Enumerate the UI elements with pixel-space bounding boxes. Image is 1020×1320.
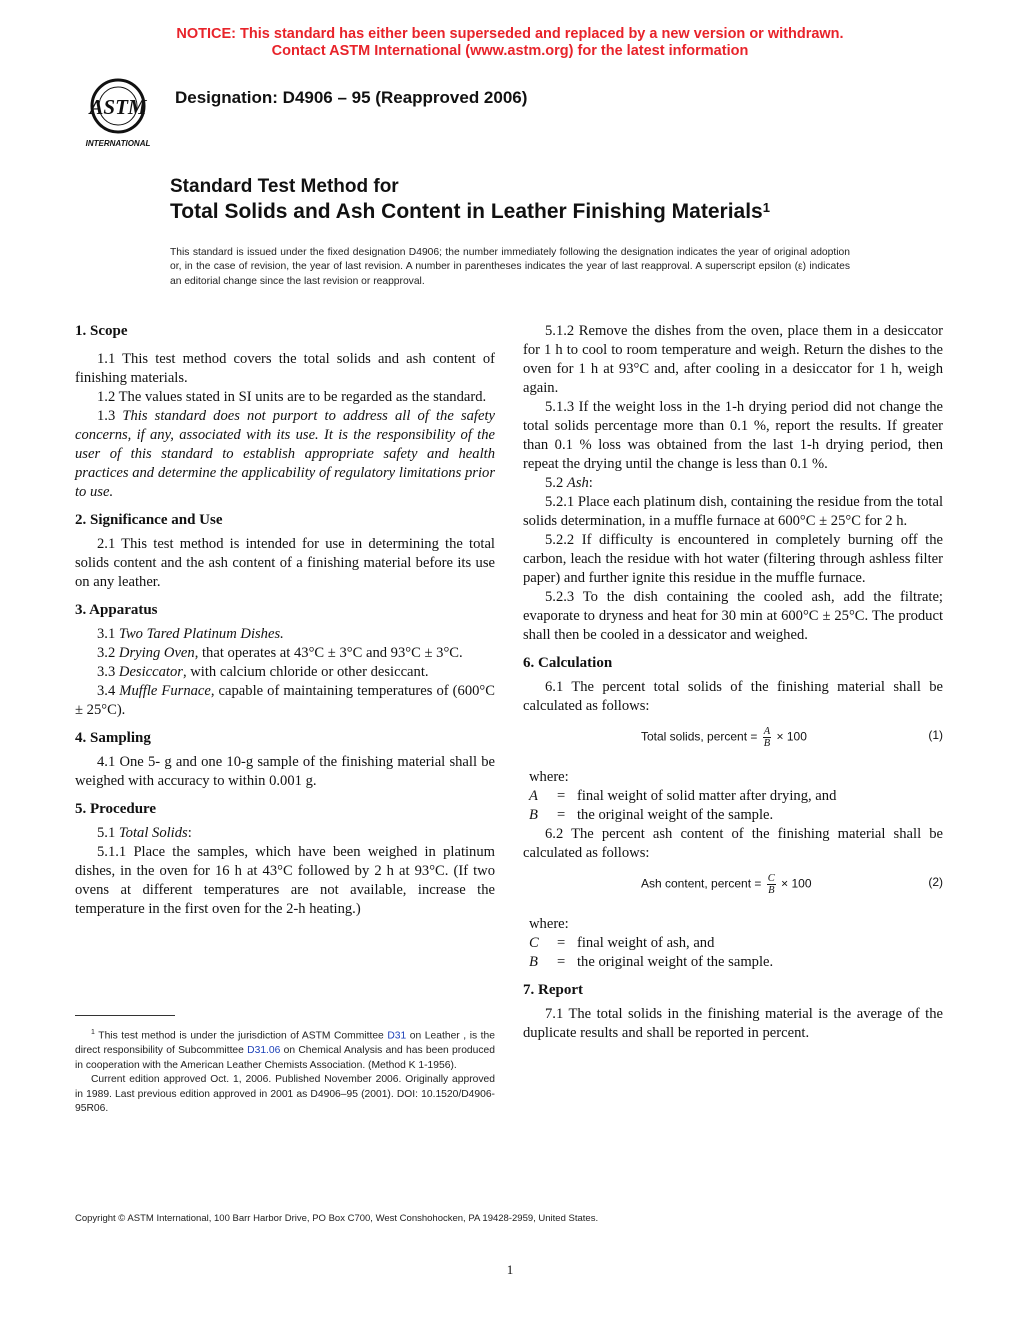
- paragraph-5-2: 5.2 Ash:: [545, 475, 593, 491]
- subcommittee-link[interactable]: D31.06: [247, 1045, 281, 1057]
- paragraph-6-2: 6.2 The percent ash content of the finishing material shall be calculated as follows:: [523, 826, 943, 861]
- paragraph-5-2-1: 5.2.1 Place each platinum dish, containing the residue from the total solids determination, in a muffle furnace at 600°C ± 25°C for 2 h.: [523, 494, 943, 529]
- footnotes: [75, 1026, 495, 1117]
- where-row: B = the original weight of the sample.: [529, 954, 774, 970]
- where-row: B = the original weight of the sample.: [529, 807, 774, 823]
- footnote-1: $^1$ This test method is under the jurisdiction of ASTM Committee D31 on Leather , is the direct responsibility of Subcommittee D31.06 on Chemical Analysis and has been produced in cooperation with the American Leather Chemists Association. (Method K 1-1956).: [75, 1029, 495, 1071]
- svg-text:INTERNATIONAL: INTERNATIONAL: [85, 139, 151, 148]
- title-footnote-mark: 1: [762, 200, 770, 215]
- paragraph-2-1: 2.1 This test method is intended for use in determining the total solids content and the ash content of a finishing material before its use on any leather.: [75, 536, 495, 590]
- section-heading-report: 7. Report: [523, 982, 583, 998]
- paragraph-3-3: 3.3 Desiccator, with calcium chloride or other desiccant.: [97, 664, 429, 680]
- equation-1-times: × 100: [776, 729, 807, 744]
- paragraph-5-2-3: 5.2.3 To the dish containing the cooled ash, add the filtrate; evaporate to dryness and heat for 30 min at 600°C ± 25°C. The product shall then be cooled in a dessicator and weighed.: [523, 589, 943, 643]
- notice-line-2: Contact ASTM International (www.astm.org) for the latest information: [271, 43, 749, 59]
- paragraph-1-1: 1.1 This test method covers the total solids and ash content of finishing materials.: [75, 351, 495, 386]
- paragraph-3-2: 3.2 Drying Oven, that operates at 43°C ± 3°C and 93°C ± 3°C.: [97, 645, 463, 661]
- where-row: C = final weight of ash, and: [529, 935, 715, 951]
- equation-2-label: Ash content, percent =: [641, 876, 762, 891]
- equation-1-number: (1): [928, 728, 943, 742]
- where-label-1: where:: [529, 769, 569, 785]
- paragraph-5-1-1: 5.1.1 Place the samples, which have been weighed in platinum dishes, in the oven for 16 h at 43°C followed by 2 h at 93°C. (If two ovens at different temperatures are not available, increase the temperature in the first oven for the 2-h heating.): [75, 844, 495, 917]
- svg-text:ASTM: ASTM: [89, 95, 147, 119]
- section-heading-apparatus: 3. Apparatus: [75, 602, 158, 618]
- page-number: 1: [506, 1262, 514, 1277]
- equation-1: [523, 716, 943, 756]
- astm-logo: [76, 76, 160, 150]
- section-heading-significance: 2. Significance and Use: [75, 512, 223, 528]
- paragraph-1-3: 1.3 This standard does not purport to address all of the safety concerns, if any, associated with its use. It is the responsibility of the user of this standard to establish appropriate safety and health practices and determine the applicability of regulatory limitations prior to use.: [75, 408, 495, 500]
- left-column: [75, 322, 495, 919]
- right-column: [523, 322, 943, 1043]
- title-line-1: Standard Test Method for: [170, 176, 399, 197]
- paragraph-5-2-2: 5.2.2 If difficulty is encountered in completely burning off the carbon, leach the residue with hot water (filtering through ashless filter paper) and further ignite this residue in the muffle furnace.: [523, 532, 943, 586]
- intro-paragraph: This standard is issued under the fixed designation D4906; the number immediately following the designation indicates the year of original adoption or, in the case of revision, the year of last revision. A number in parentheses indicates the year of last reapproval. A superscript epsilon (ε) indicates an editorial change since the last revision or reapproval.: [170, 247, 850, 287]
- committee-link[interactable]: D31: [387, 1030, 407, 1042]
- designation: Designation: D4906 – 95 (Reapproved 2006): [175, 88, 528, 107]
- footnote-edition: Current edition approved Oct. 1, 2006. Published November 2006. Originally approved in 1989. Last previous edition approved in 2001 as D4906–95 (2001). DOI: 10.1520/D4906-95R06.: [75, 1074, 495, 1115]
- paragraph-5-1-2: 5.1.2 Remove the dishes from the oven, place them in a desiccator for 1 h to cool to room temperature and weigh. Return the dishes to the oven for 1 h at 93°C and, after cooling in a desiccator for 1 h, weigh again.: [523, 323, 943, 396]
- equation-2-times: × 100: [781, 876, 812, 891]
- section-heading-procedure: 5. Procedure: [75, 801, 157, 817]
- section-heading-calculation: 6. Calculation: [523, 655, 613, 671]
- paragraph-3-1: 3.1 Two Tared Platinum Dishes.: [97, 626, 284, 642]
- paragraph-3-4: 3.4 Muffle Furnace, capable of maintaining temperatures of (600°C ± 25°C).: [75, 683, 496, 718]
- copyright: Copyright © ASTM International, 100 Barr Harbor Drive, PO Box C700, West Conshohocken, PA 19428-2959, United States.: [75, 1213, 599, 1224]
- where-row: A = final weight of solid matter after drying, and: [529, 788, 837, 804]
- paragraph-5-1-3: 5.1.3 If the weight loss in the 1-h drying period did not change the total solids percentage more than 0.1 %, report the results. If greater than 0.1 % loss was obtained from the last 1-h drying period, then repeat the drying until the change is less than 0.1 %.: [523, 399, 943, 472]
- paragraph-7-1: 7.1 The total solids in the finishing material is the average of the duplicate results and shall be reported in percent.: [523, 1006, 943, 1041]
- equation-1-label: Total solids, percent =: [641, 729, 758, 744]
- notice-banner: [0, 26, 1020, 60]
- equation-2-number: (2): [928, 875, 943, 889]
- equation-2: [523, 863, 943, 903]
- document-title: [170, 175, 770, 225]
- paragraph-5-1: 5.1 Total Solids:: [97, 825, 192, 841]
- equation-1-fraction: $\frac{A}{B}$: [763, 726, 771, 749]
- where-label-2: where:: [529, 916, 569, 932]
- title-line-2: Total Solids and Ash Content in Leather Finishing Materials$^1$: [170, 200, 770, 223]
- section-heading-scope: 1. Scope: [75, 323, 128, 339]
- notice-line-1: NOTICE: This standard has either been superseded and replaced by a new version or withdrawn.: [176, 26, 844, 42]
- paragraph-1-2: 1.2 The values stated in SI units are to be regarded as the standard.: [97, 389, 487, 405]
- astm-logo-icon: [76, 76, 160, 150]
- paragraph-6-1: 6.1 The percent total solids of the finishing material shall be calculated as follows:: [523, 679, 943, 714]
- footnote-divider: [75, 1015, 175, 1016]
- equation-2-fraction: $\frac{C}{B}$: [767, 873, 775, 896]
- paragraph-4-1: 4.1 One 5- g and one 10-g sample of the finishing material shall be weighed with accuracy to within 0.001 g.: [75, 754, 495, 789]
- section-heading-sampling: 4. Sampling: [75, 730, 151, 746]
